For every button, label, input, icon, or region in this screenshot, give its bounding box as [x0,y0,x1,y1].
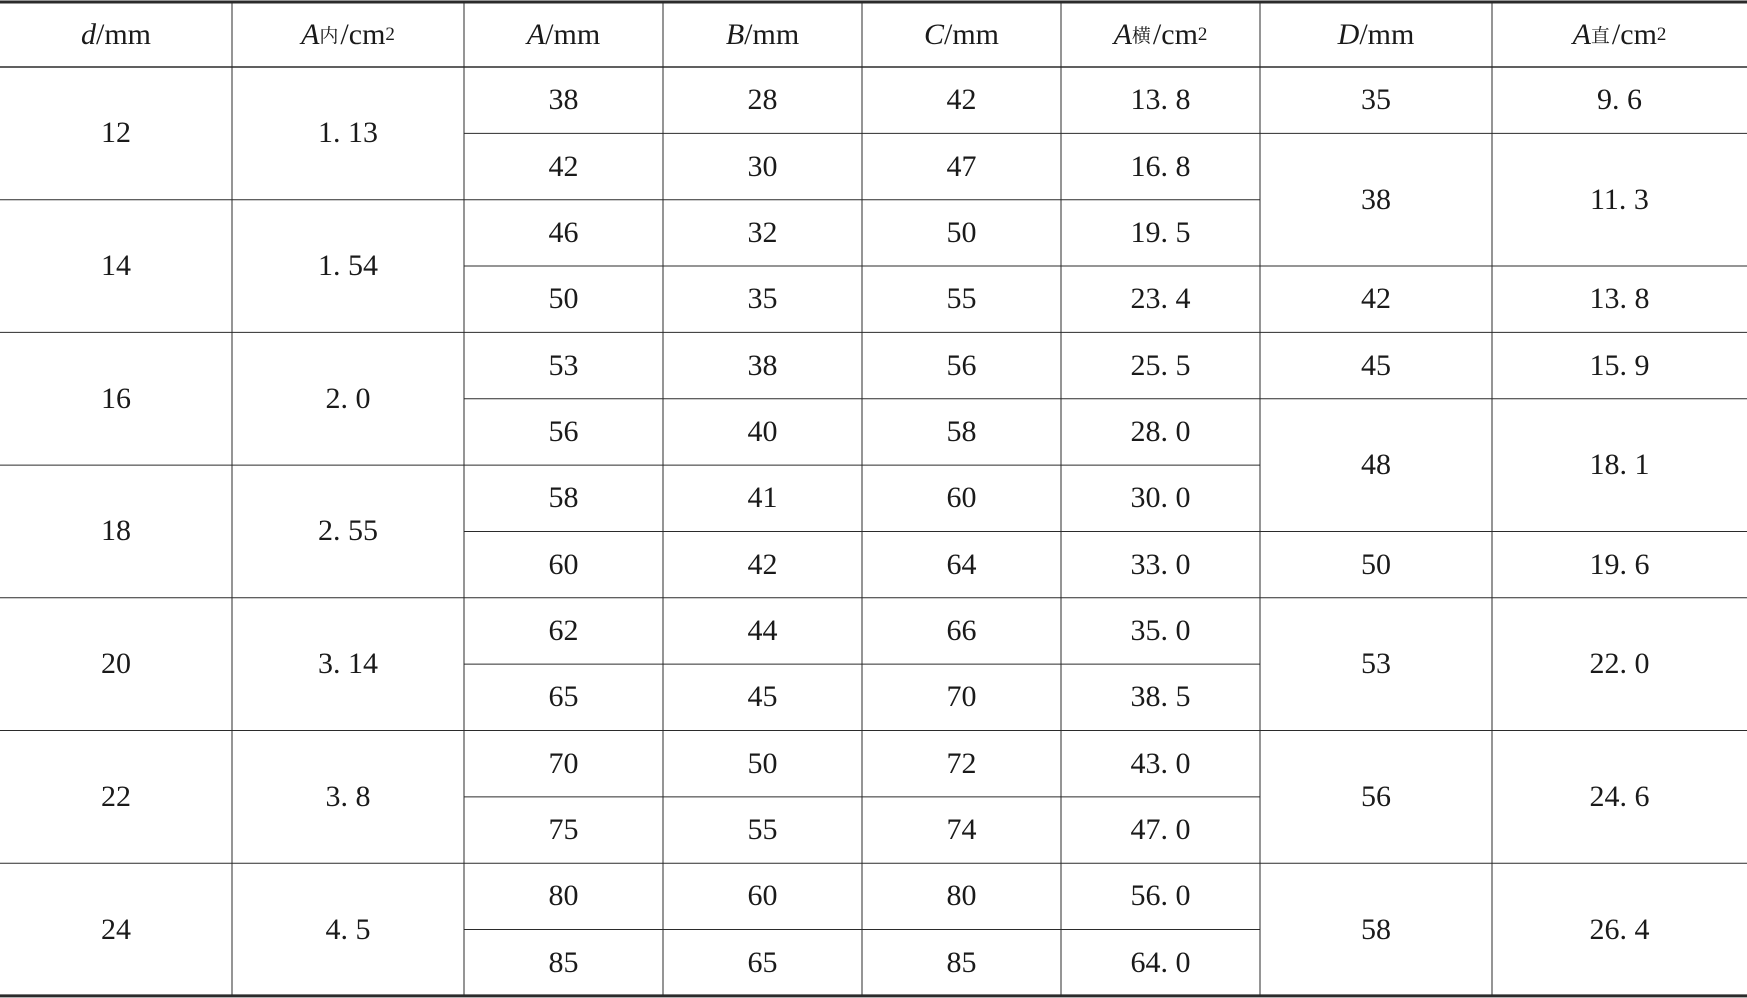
column-header [862,2,1061,67]
cell-a: 65 [548,680,579,714]
header-unit: /mm [545,17,601,51]
cell-a-straight: 15. 9 [1589,348,1650,382]
cell-d: 24 [101,912,131,946]
cell-c: 42 [946,83,977,117]
cell-b: 45 [747,680,778,714]
header-subscript: 横 [1131,26,1151,47]
cell-d-size: 56 [1361,779,1391,813]
cell-a-horizontal: 47. 0 [1130,813,1191,847]
cell-b: 55 [747,813,778,847]
header-unit: /cm [1152,17,1198,51]
cell-b: 65 [747,945,778,979]
cell-a-horizontal: 64. 0 [1130,945,1191,979]
header-subscript: 直 [1590,26,1610,47]
cell-b: 32 [747,215,778,249]
header-superscript: 2 [1656,23,1667,45]
cell-a-inner: 4. 5 [325,912,371,946]
cell-b: 42 [747,547,778,581]
cell-d: 22 [101,779,131,813]
cell-a-horizontal: 19. 5 [1130,215,1191,249]
cell-a-inner: 1. 13 [318,116,378,150]
cell-a-horizontal: 43. 0 [1130,746,1191,780]
cell-a: 80 [548,879,579,913]
column-header [1260,2,1492,67]
cell-a-horizontal: 33. 0 [1130,547,1191,581]
cell-a-horizontal: 25. 5 [1130,348,1191,382]
cell-a: 38 [548,83,579,117]
cell-d-size: 45 [1361,348,1391,382]
cell-a-inner: 2. 55 [318,514,378,548]
header-unit: /mm [744,17,800,51]
cell-c: 72 [946,746,977,780]
header-superscript: 2 [1197,23,1208,45]
header-unit: /mm [944,17,1000,51]
cell-a-inner: 2. 0 [325,381,371,415]
header-symbol: A [1113,17,1132,51]
cell-a-straight: 13. 8 [1589,282,1650,316]
cell-d-size: 58 [1361,912,1391,946]
cell-c: 47 [946,149,977,183]
cell-c: 55 [946,282,977,316]
header-symbol: A [1572,17,1591,51]
cell-d: 18 [101,514,131,548]
cell-c: 56 [946,348,977,382]
cell-a-straight: 9. 6 [1597,83,1642,117]
cell-a-horizontal: 28. 0 [1130,414,1191,448]
cell-c: 50 [946,215,977,249]
cell-a-inner: 3. 14 [318,647,378,681]
cell-a: 75 [548,813,579,847]
cell-c: 60 [946,481,977,515]
header-symbol: A [301,17,320,51]
cell-a-straight: 11. 3 [1590,182,1649,216]
header-symbol: d [80,17,96,51]
cell-a: 46 [548,215,579,249]
cell-c: 80 [946,879,977,913]
cell-d-size: 38 [1361,182,1391,216]
cell-d: 14 [101,249,131,283]
cell-b: 30 [747,149,778,183]
header-symbol: C [923,17,944,51]
cell-a: 85 [548,945,579,979]
column-header [232,2,464,67]
cell-a: 60 [548,547,579,581]
cell-a-straight: 26. 4 [1589,912,1650,946]
cell-b: 44 [747,613,778,647]
cell-a-straight: 24. 6 [1589,779,1650,813]
cell-a-straight: 18. 1 [1589,448,1650,482]
cell-a-horizontal: 38. 5 [1130,680,1191,714]
cell-a-horizontal: 16. 8 [1130,149,1191,183]
column-header [1061,2,1260,67]
cell-a-inner: 1. 54 [318,249,378,283]
cell-a-horizontal: 35. 0 [1130,613,1191,647]
header-unit: /cm [340,17,386,51]
cell-b: 60 [747,879,778,913]
cell-a-straight: 22. 0 [1589,647,1650,681]
cell-a: 70 [548,746,579,780]
cell-a-horizontal: 30. 0 [1130,481,1191,515]
cell-d-size: 42 [1361,282,1391,316]
header-superscript: 2 [385,23,395,45]
cell-b: 35 [747,282,778,316]
cell-d: 20 [101,647,131,681]
header-unit: /mm [1359,17,1415,51]
cell-c: 85 [946,945,977,979]
cell-c: 66 [946,613,977,647]
cell-a: 56 [548,414,579,448]
cell-d: 12 [101,116,131,150]
cell-a-horizontal: 56. 0 [1130,879,1191,913]
cell-a: 58 [548,481,579,515]
cell-d-size: 50 [1361,547,1391,581]
cell-d-size: 48 [1361,448,1391,482]
header-unit: /mm [95,17,151,51]
column-header [0,2,232,67]
header-symbol: D [1337,17,1360,51]
header-symbol: B [725,17,745,51]
header-subscript: 内 [319,26,339,47]
column-header [663,2,862,67]
cell-d-size: 35 [1361,83,1391,117]
cell-d-size: 53 [1361,647,1391,681]
cell-d: 16 [101,381,131,415]
cell-b: 38 [747,348,778,382]
cell-b: 41 [747,481,778,515]
cell-a-horizontal: 23. 4 [1130,282,1191,316]
column-header [464,2,663,67]
cell-a: 42 [548,149,579,183]
cell-c: 64 [946,547,977,581]
cell-b: 50 [747,746,778,780]
cell-c: 74 [946,813,977,847]
cell-a: 53 [548,348,579,382]
cell-a-inner: 3. 8 [325,779,371,813]
column-header [1492,2,1747,67]
cell-b: 28 [747,83,778,117]
cell-c: 58 [946,414,977,448]
cell-a-horizontal: 13. 8 [1130,83,1191,117]
cell-a: 50 [548,282,579,316]
header-symbol: A [526,17,546,51]
cell-b: 40 [747,414,778,448]
header-unit: /cm [1611,17,1657,51]
cell-a: 62 [548,613,579,647]
cell-c: 70 [946,680,977,714]
cell-a-straight: 19. 6 [1589,547,1650,581]
